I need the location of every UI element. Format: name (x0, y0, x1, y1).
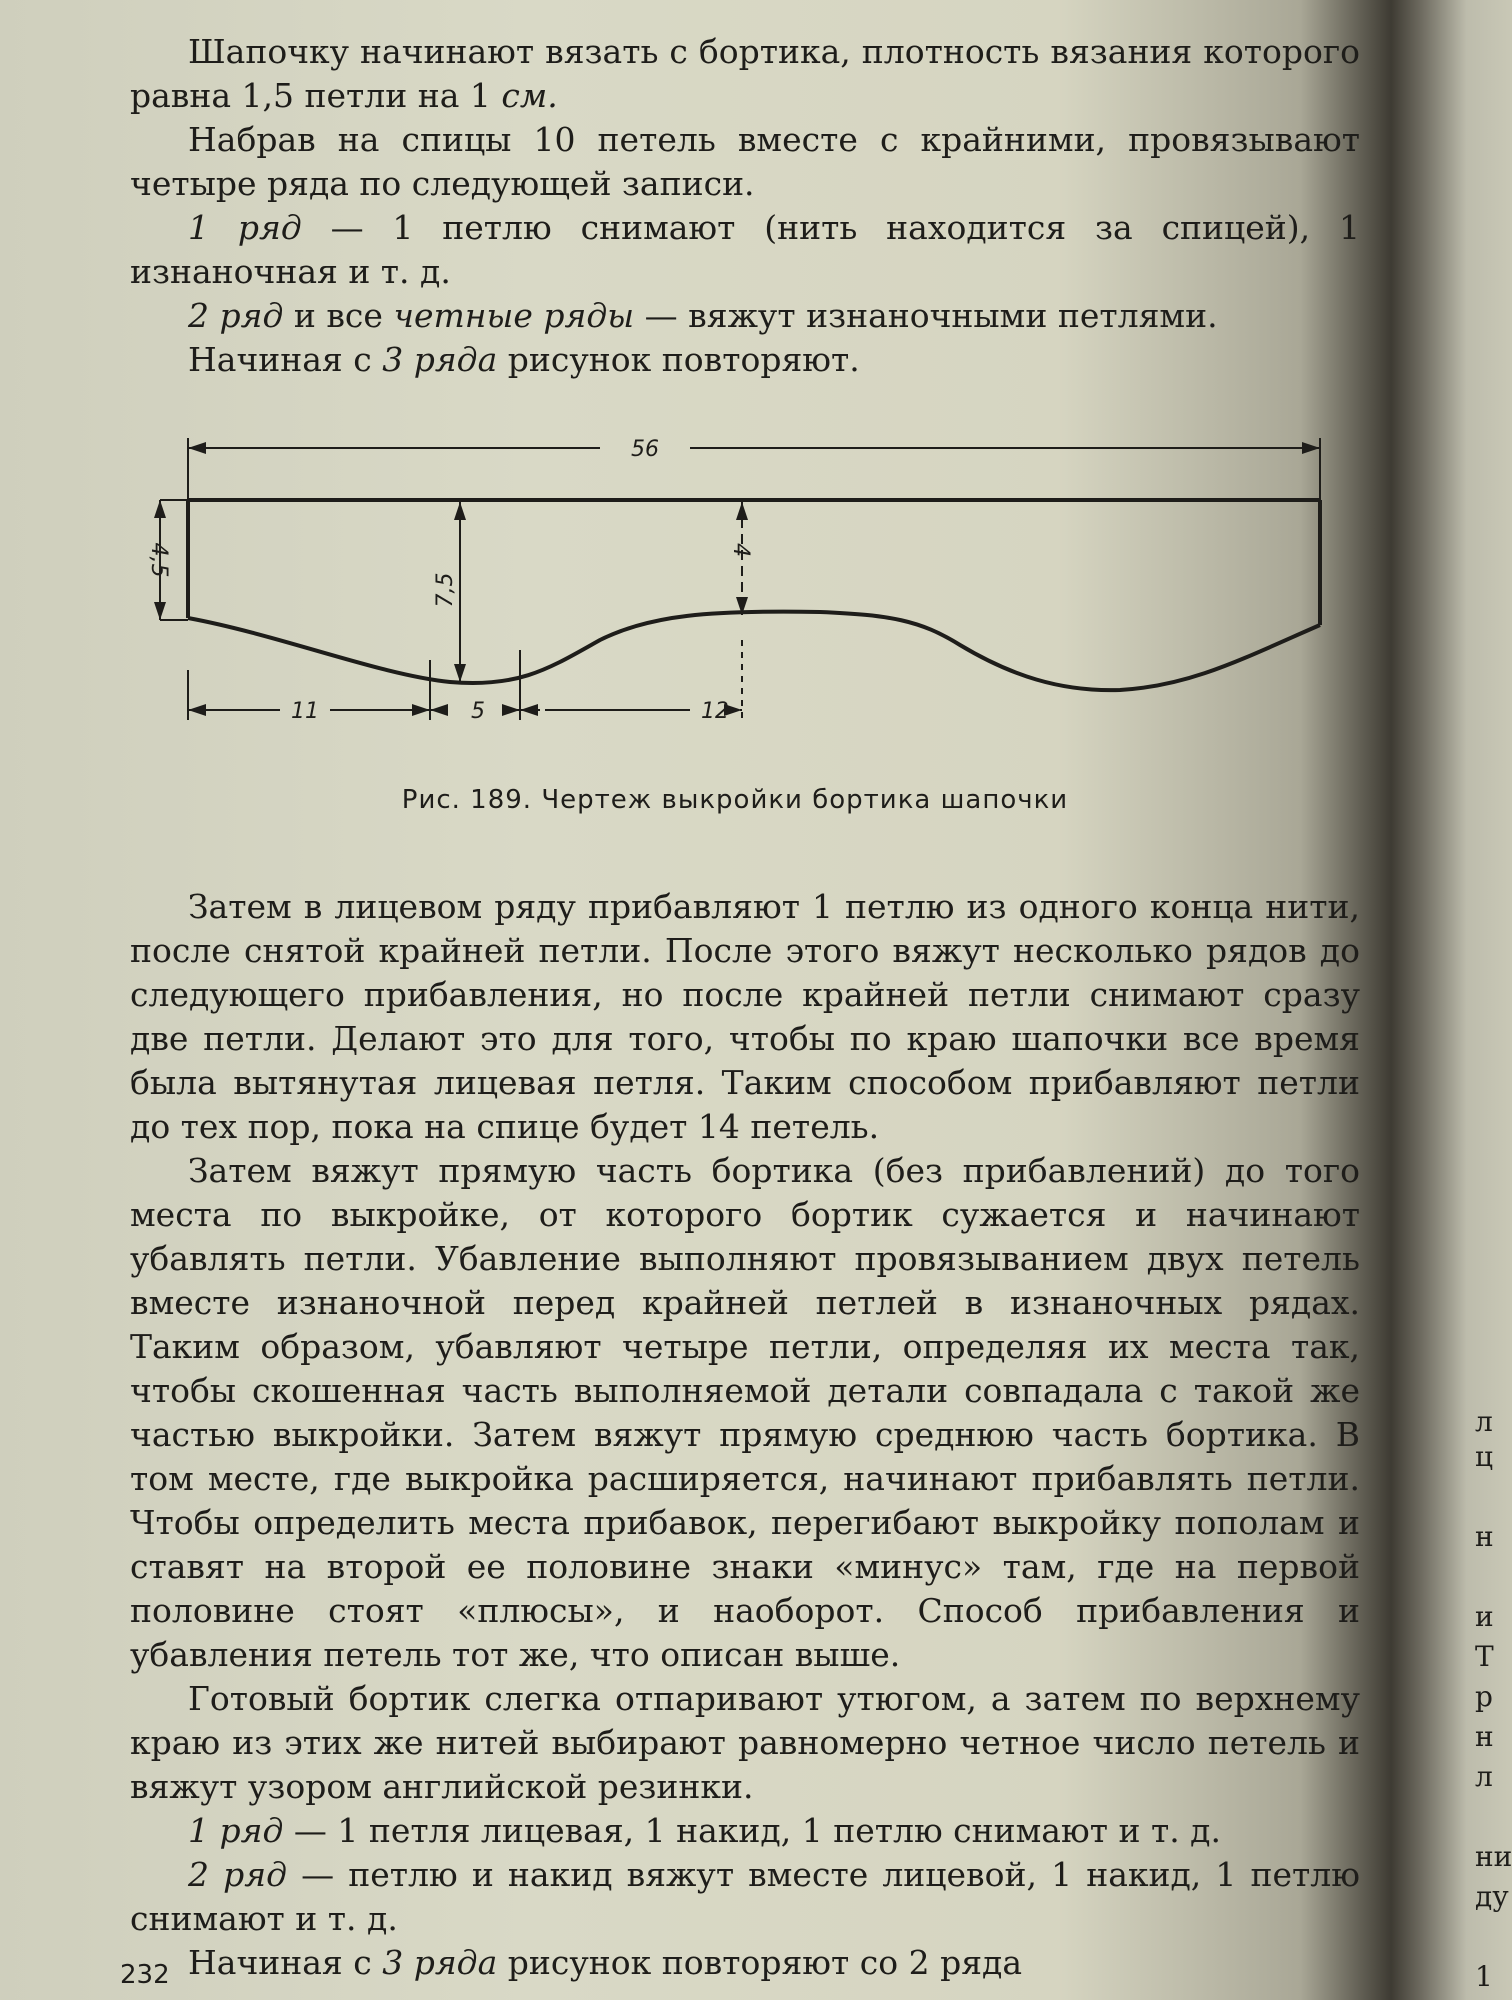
text-run: Затем вяжут прямую часть бортика (без прибавлений) до того места по выкройке, от которого бортик сужается и начинают убавлять петли. Убавление выполняют провязыванием двух петель вместе изнаночной перед крайней петлей в изнаночных рядах. Таким образом, убавляют четыре петли, определяя их места так, чтобы скошенная часть выполняемой детали совпадала с такой же частью выкройки. Затем вяжут прямую среднюю часть бортика. В том месте, где выкройка расширяется, начинают прибавлять петли. Чтобы определить места прибавок, перегибают выкройку пополам и ставят на второй ее половине знаки «минус» там, где на первой половине стоят «плюсы», и наоборот. Способ прибавления и убавления петель тот же, что описан выше. (130, 1151, 1360, 1674)
dim-mid-height-label: 7,5 (433, 572, 458, 608)
text-run: Начиная с (188, 1943, 383, 1982)
bottom-text-block (130, 885, 1360, 1985)
pattern-outline-bottom (188, 612, 1320, 691)
text-run: 1 ряд (188, 208, 302, 247)
text-run: 3 ряда (382, 340, 498, 379)
text-run: 2 ряд (188, 1855, 287, 1894)
top-text-block (130, 30, 1360, 382)
text-run: — петлю и накид вяжут вместе лицевой, 1 накид, 1 петлю снимают и т. д. (130, 1855, 1360, 1938)
paragraph-p6 (130, 885, 1360, 1149)
paragraph-p4 (130, 294, 1360, 338)
next-page-fragment: н (1475, 1720, 1494, 1753)
next-page-fragment: л (1475, 1760, 1493, 1793)
next-page-fragment: ду (1475, 1880, 1509, 1913)
next-page-fragment: н (1475, 1520, 1494, 1553)
text-run: Начиная с (188, 340, 383, 379)
text-run: — 1 петлю снимают (нить находится за спицей), 1 изнаночная и т. д. (130, 208, 1360, 291)
text-run: 1 ряд (188, 1811, 284, 1850)
next-page-fragment: л (1475, 1405, 1493, 1438)
paragraph-p8 (130, 1677, 1360, 1809)
text-run: и все (283, 296, 394, 335)
text-run: 3 ряда (382, 1943, 498, 1982)
paragraph-p3 (130, 206, 1360, 294)
next-page-fragment: р (1475, 1680, 1493, 1713)
dim-bottom-2-label: 5 (471, 699, 485, 724)
text-run: рисунок повторяют. (497, 340, 860, 379)
paragraph-p1 (130, 30, 1360, 118)
next-page-fragment: и (1475, 1600, 1494, 1633)
dim-total-label: 56 (631, 437, 659, 462)
paragraph-p11 (130, 1941, 1360, 1985)
dim-right-height-label: 4 (728, 543, 753, 557)
next-page-fragment: 1 (1475, 1960, 1493, 1993)
next-page-fragment: ни (1475, 1840, 1512, 1873)
text-run: — 1 петля лицевая, 1 накид, 1 петлю снимают и т. д. (283, 1811, 1221, 1850)
paragraph-p7 (130, 1149, 1360, 1677)
paragraph-p5 (130, 338, 1360, 382)
text-run: 2 ряд (188, 296, 284, 335)
paragraph-p2 (130, 118, 1360, 206)
page-number: 232 (120, 1960, 170, 1990)
paragraph-p9 (130, 1809, 1360, 1853)
next-page-fragment: ц (1475, 1440, 1494, 1473)
dim-left-height-label: 4,5 (146, 542, 171, 578)
text-run: рисунок повторяют со 2 ряда (497, 1943, 1023, 1982)
pattern-diagram (130, 420, 1340, 750)
dim-bottom-1-label: 11 (291, 699, 319, 724)
text-run: Набрав на спицы 10 петель вместе с крайними, провязывают четыре ряда по следующей записи. (130, 120, 1360, 203)
next-page-fragment: Т (1475, 1640, 1494, 1673)
figure-caption: Рис. 189. Чертеж выкройки бортика шапочки (401, 785, 1069, 815)
text-run: четные ряды (393, 296, 635, 335)
text-run: Затем в лицевом ряду прибавляют 1 петлю из одного конца нити, после снятой крайней петли. После этого вяжут несколько рядов до следующего прибавления, но после крайней петли снимают сразу две петли. Делают это для того, чтобы по краю шапочки все время была вытянутая лицевая петля. Таким способом прибавляют петли до тех пор, пока на спице будет 14 петель. (130, 887, 1360, 1146)
text-run: Шапочку начинают вязать с бортика, плотность вязания которого равна 1,5 петли на 1 (130, 32, 1360, 115)
text-run: см. (501, 76, 558, 115)
dim-bottom-3-label: 12 (701, 699, 729, 724)
paragraph-p10 (130, 1853, 1360, 1941)
text-run: Готовый бортик слегка отпаривают утюгом, а затем по верхнему краю из этих же нитей выбирают равномерно четное число петель и вяжут узором английской резинки. (130, 1679, 1360, 1806)
text-run: — вяжут изнаночными петлями. (634, 296, 1218, 335)
